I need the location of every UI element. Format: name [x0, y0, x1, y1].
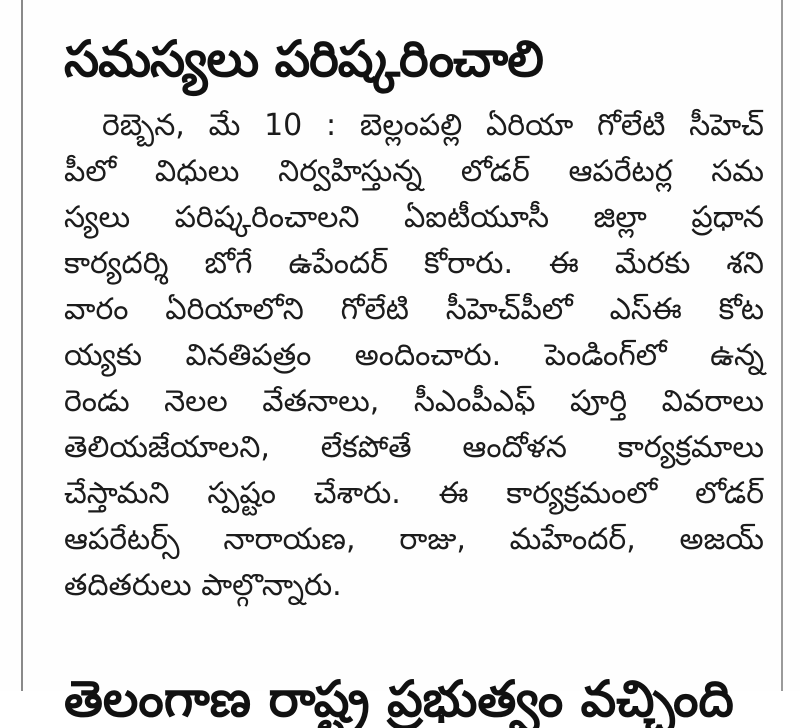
article-body-line: ఆపరేటర్స్ నారాయణ, రాజు, మహేందర్, అజయ్	[64, 522, 764, 557]
column-divider-left	[21, 0, 23, 691]
article-body-line: రెండు నెలల వేతనాలు, సీఎంపీఎఫ్ పూర్తి వివరాలు	[64, 384, 764, 419]
article-body-line: వారం ఏరియాలోని గోలేటి సీహెచ్‌పీలో ఎస్ఈ కోట	[64, 292, 764, 327]
article-body-line: చేస్తామని స్పష్టం చేశారు. ఈ కార్యక్రమంలో లోడర్	[64, 476, 764, 511]
article-body-line: య్యకు వినతిపత్రం అందించారు. పెండింగ్‌లో ఉన్న	[64, 338, 764, 373]
article-body-line: స్యలు పరిష్కరించాలని ఏఐటీయూసీ జిల్లా ప్రధాన	[64, 200, 764, 235]
next-article-heading: తెలంగాణ రాష్ట్ర ప్రభుత్వం వచ్చింది	[64, 670, 734, 728]
article-body	[64, 103, 764, 609]
article-body-line: కార్యదర్శి బోగే ఉపేందర్ కోరారు. ఈ మేరకు శని	[64, 246, 764, 281]
next-article-heading-cropped	[64, 670, 764, 728]
article-body-line: రెబ్బెన, మే 10 : బెల్లంపల్లి ఏరియా గోలేటి సీహెచ్	[102, 108, 764, 143]
article-body-line: తదితరులు పాల్గొన్నారు.	[64, 568, 342, 603]
article-body-line: తెలియజేయాలని, లేకపోతే ఆందోళన కార్యక్రమాలు	[64, 430, 764, 465]
article-headline: సమస్యలు పరిష్కరించాలి	[64, 30, 543, 88]
column-divider-right	[781, 0, 783, 691]
article-body-line: పీలో విధులు నిర్వహిస్తున్న లోడర్ ఆపరేటర్ల సమ	[64, 154, 764, 189]
